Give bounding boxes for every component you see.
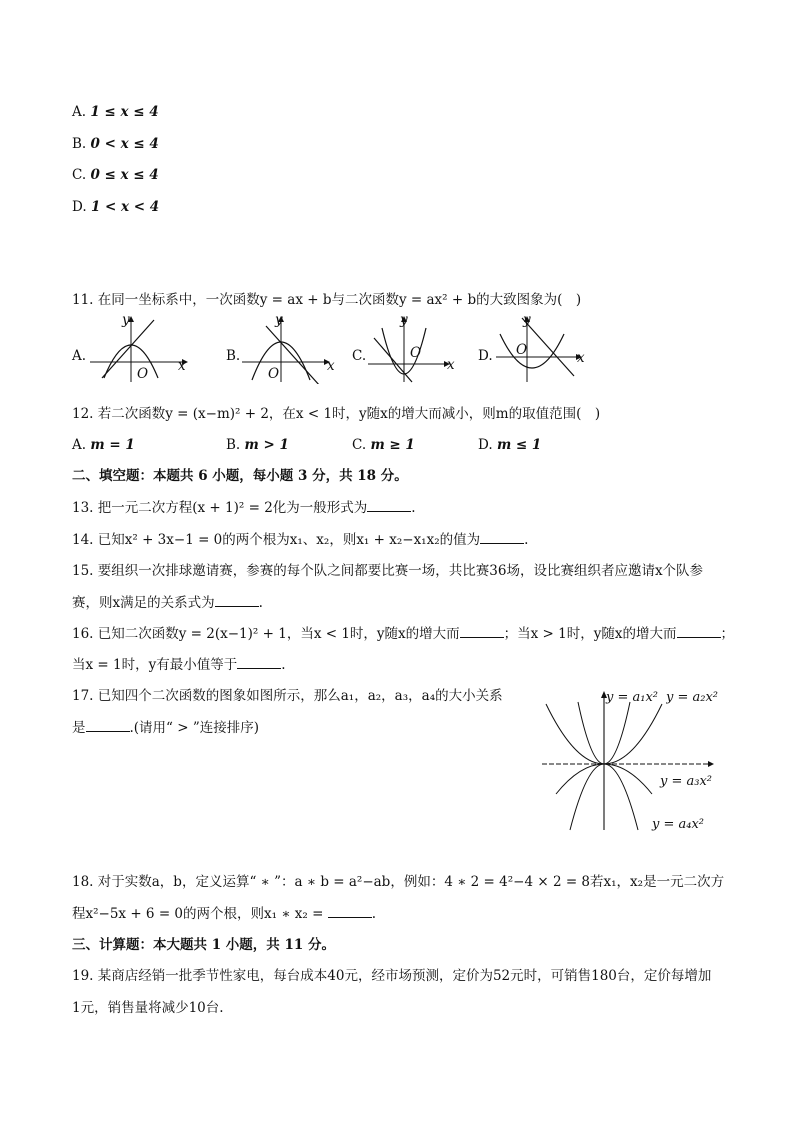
axis-y-label: y xyxy=(275,312,283,328)
q12-option-c xyxy=(352,435,415,455)
option-text: m ≤ 1 xyxy=(496,437,542,453)
axis-x-label: x xyxy=(327,358,335,374)
q15-line-2 xyxy=(72,592,263,613)
option-letter: C. xyxy=(352,437,367,453)
q14-text: 14. 已知x² + 3x−1 = 0的两个根为x₁、x₂，则x₁ + x₂−x₁x₂的值为 xyxy=(72,532,481,548)
answer-blank[interactable] xyxy=(237,654,281,669)
curve-label-a4: y = a₄x² xyxy=(652,817,705,832)
q11-graph-b-letter: B. xyxy=(226,348,241,364)
q13-tail: . xyxy=(411,500,416,516)
axis-x-label: x xyxy=(178,358,186,374)
q10-option-d xyxy=(72,197,159,217)
q12-stem: 12. 若二次函数y = (x−m)² + 2，在x < 1时，y随x的增大而减小，则m的取值范围( ) xyxy=(72,406,601,422)
answer-blank[interactable] xyxy=(215,592,259,607)
q10-option-b xyxy=(72,134,159,154)
q18-tail: . xyxy=(371,906,377,922)
answer-blank[interactable] xyxy=(328,903,372,918)
q18-line-1: 18. 对于实数a，b，定义运算“ ∗ ”：a ∗ b = a²−ab，例如：4 ∗ 2 = 4²−4 × 2 = 8若x₁，x₂是一元二次方 xyxy=(72,874,725,890)
q15-text: 赛，则x满足的关系式为 xyxy=(72,595,215,611)
q17-text-b: .(请用“ > ”连接排序) xyxy=(129,720,260,736)
q16-line-1 xyxy=(72,623,734,644)
q17-line-2 xyxy=(72,717,259,738)
option-letter: A. xyxy=(72,437,87,453)
q14-tail: . xyxy=(524,532,529,548)
option-text: 0 ≤ x ≤ 4 xyxy=(90,167,159,183)
q17-line-1: 17. 已知四个二次函数的图象如图所示，那么a₁，a₂，a₃，a₄的大小关系 xyxy=(72,688,503,704)
option-text: m ≥ 1 xyxy=(370,437,415,453)
q11-graph-b xyxy=(238,312,338,384)
q16-text-a: 16. 已知二次函数y = 2(x−1)² + 1，当x < 1时，y随x的增大而 xyxy=(72,626,460,642)
axis-y-label: y xyxy=(122,312,130,328)
q16-text-c: ； xyxy=(720,626,734,642)
q11-graph-a-letter: A. xyxy=(72,348,87,364)
q19-line-1: 19. 某商店经销一批季节性家电，每台成本40元，经市场预测，定价为52元时，可销售180台，定价每增加 xyxy=(72,968,712,984)
origin-label: O xyxy=(410,345,422,361)
option-text: m > 1 xyxy=(244,437,289,453)
answer-blank[interactable] xyxy=(86,717,130,732)
q13-text: 13. 把一元二次方程(x + 1)² = 2化为一般形式为 xyxy=(72,500,368,516)
option-text: 1 ≤ x ≤ 4 xyxy=(90,104,159,120)
q13 xyxy=(72,497,416,518)
axis-y-label: y xyxy=(400,312,408,328)
section-3-heading: 三、计算题：本大题共 1 小题，共 11 分。 xyxy=(72,937,335,953)
answer-blank[interactable] xyxy=(460,623,504,638)
option-letter: A. xyxy=(72,104,87,120)
origin-label: O xyxy=(516,342,528,358)
q18-line-2 xyxy=(72,903,376,924)
option-letter: D. xyxy=(72,199,87,215)
answer-blank[interactable] xyxy=(367,497,411,512)
option-text: m = 1 xyxy=(90,437,135,453)
axis-y-label: y xyxy=(523,312,531,328)
curve-label-a2: y = a₂x² xyxy=(666,690,719,705)
option-letter: B. xyxy=(72,136,87,152)
axis-x-label: x xyxy=(577,350,585,366)
q10-option-a xyxy=(72,102,159,122)
q12-option-b xyxy=(226,435,289,455)
q16-line-2 xyxy=(72,654,286,675)
q15-line-1: 15. 要组织一次排球邀请赛，参赛的每个队之间都要比赛一场，共比赛36场，设比赛组织者应邀请x个队参 xyxy=(72,563,704,579)
q16-text-b: ；当x > 1时，y随x的增大而 xyxy=(503,626,677,642)
section-2-heading: 二、填空题：本题共 6 小题，每小题 3 分，共 18 分。 xyxy=(72,468,408,484)
q17-text-a: 是 xyxy=(72,720,86,736)
answer-blank[interactable] xyxy=(480,529,524,544)
option-text: 1 < x < 4 xyxy=(90,199,160,215)
q19-line-2: 1元，销售量将减少10台. xyxy=(72,1000,224,1016)
option-letter: C. xyxy=(72,167,87,183)
q12-option-d xyxy=(478,435,541,455)
axis-x-label: x xyxy=(447,357,455,373)
q16-text-d: 当x = 1时，y有最小值等于 xyxy=(72,657,238,673)
option-letter: D. xyxy=(478,437,493,453)
curve-label-a1: y = a₁x² xyxy=(606,690,659,705)
origin-label: O xyxy=(268,366,280,382)
q18-text: 程x²−5x + 6 = 0的两个根，则x₁ ∗ x₂ = xyxy=(72,906,324,922)
q16-tail: . xyxy=(281,657,286,673)
q11-graph-c-letter: C. xyxy=(352,348,367,364)
q12-option-a xyxy=(72,435,135,455)
curve-label-a3: y = a₃x² xyxy=(660,774,713,789)
answer-blank[interactable] xyxy=(677,623,721,638)
q15-tail: . xyxy=(258,595,263,611)
q11-graph-d-letter: D. xyxy=(478,348,493,364)
option-letter: B. xyxy=(226,437,241,453)
q14 xyxy=(72,529,528,550)
q11-stem: 11. 在同一坐标系中，一次函数y = ax + b与二次函数y = ax² + b的大致图象为( ) xyxy=(72,292,582,308)
origin-label: O xyxy=(137,366,149,382)
q10-option-c xyxy=(72,165,159,185)
option-text: 0 < x ≤ 4 xyxy=(90,136,159,152)
